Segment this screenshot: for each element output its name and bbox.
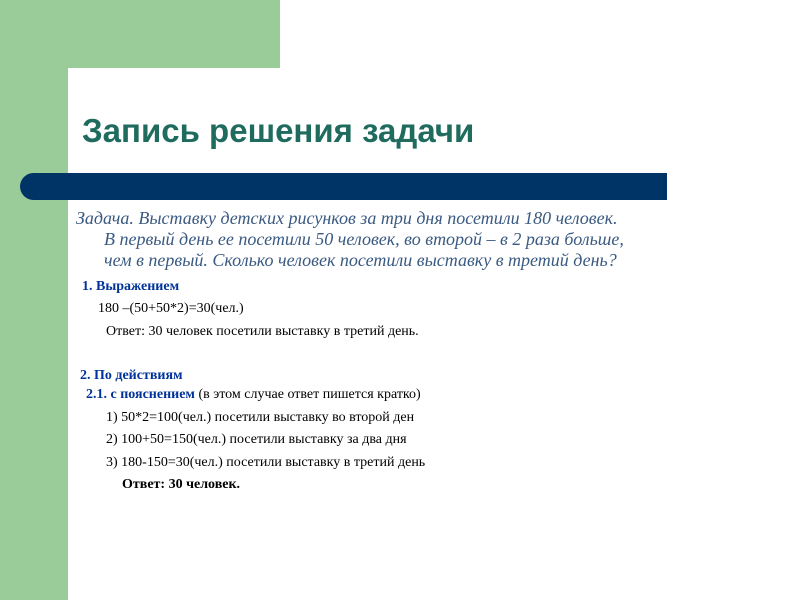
slide-title: Запись решения задачи [82,112,475,149]
task-statement [76,208,756,271]
green-top-block [0,0,280,68]
method-2-subheading [86,387,421,403]
title-underline-bar [20,173,667,200]
rounded-corner-decoration [68,68,118,118]
method-2-heading: 2. По действиям [80,368,183,383]
method-2-answer: Ответ: 30 человек. [122,477,241,492]
green-side-strip [0,0,68,600]
step-2: 2) 100+50=150(чел.) посетили выставку за два дня [106,432,407,447]
method-1-answer: Ответ: 30 человек посетили выставку в третий день. [106,324,419,339]
task-line-3: чем в первый. Сколько человек посетили выставку в третий день? [104,250,617,270]
step-3: 3) 180-150=30(чел.) посетили выставку в третий день [106,455,426,470]
method-2-sub-label: 2.1. с пояснением [86,387,195,402]
method-1-expression: 180 –(50+50*2)=30(чел.) [98,301,244,316]
method-2-sub-note: (в этом случае ответ пишется кратко) [194,387,421,402]
task-line-1: Задача. Выставку детских рисунков за три дня посетили 180 человек. [76,208,618,228]
method-1-heading: 1. Выражением [82,279,180,294]
step-1: 1) 50*2=100(чел.) посетили выставку во второй ден [106,410,415,425]
task-line-2: В первый день ее посетили 50 человек, во второй – в 2 раза больше, [104,229,624,249]
